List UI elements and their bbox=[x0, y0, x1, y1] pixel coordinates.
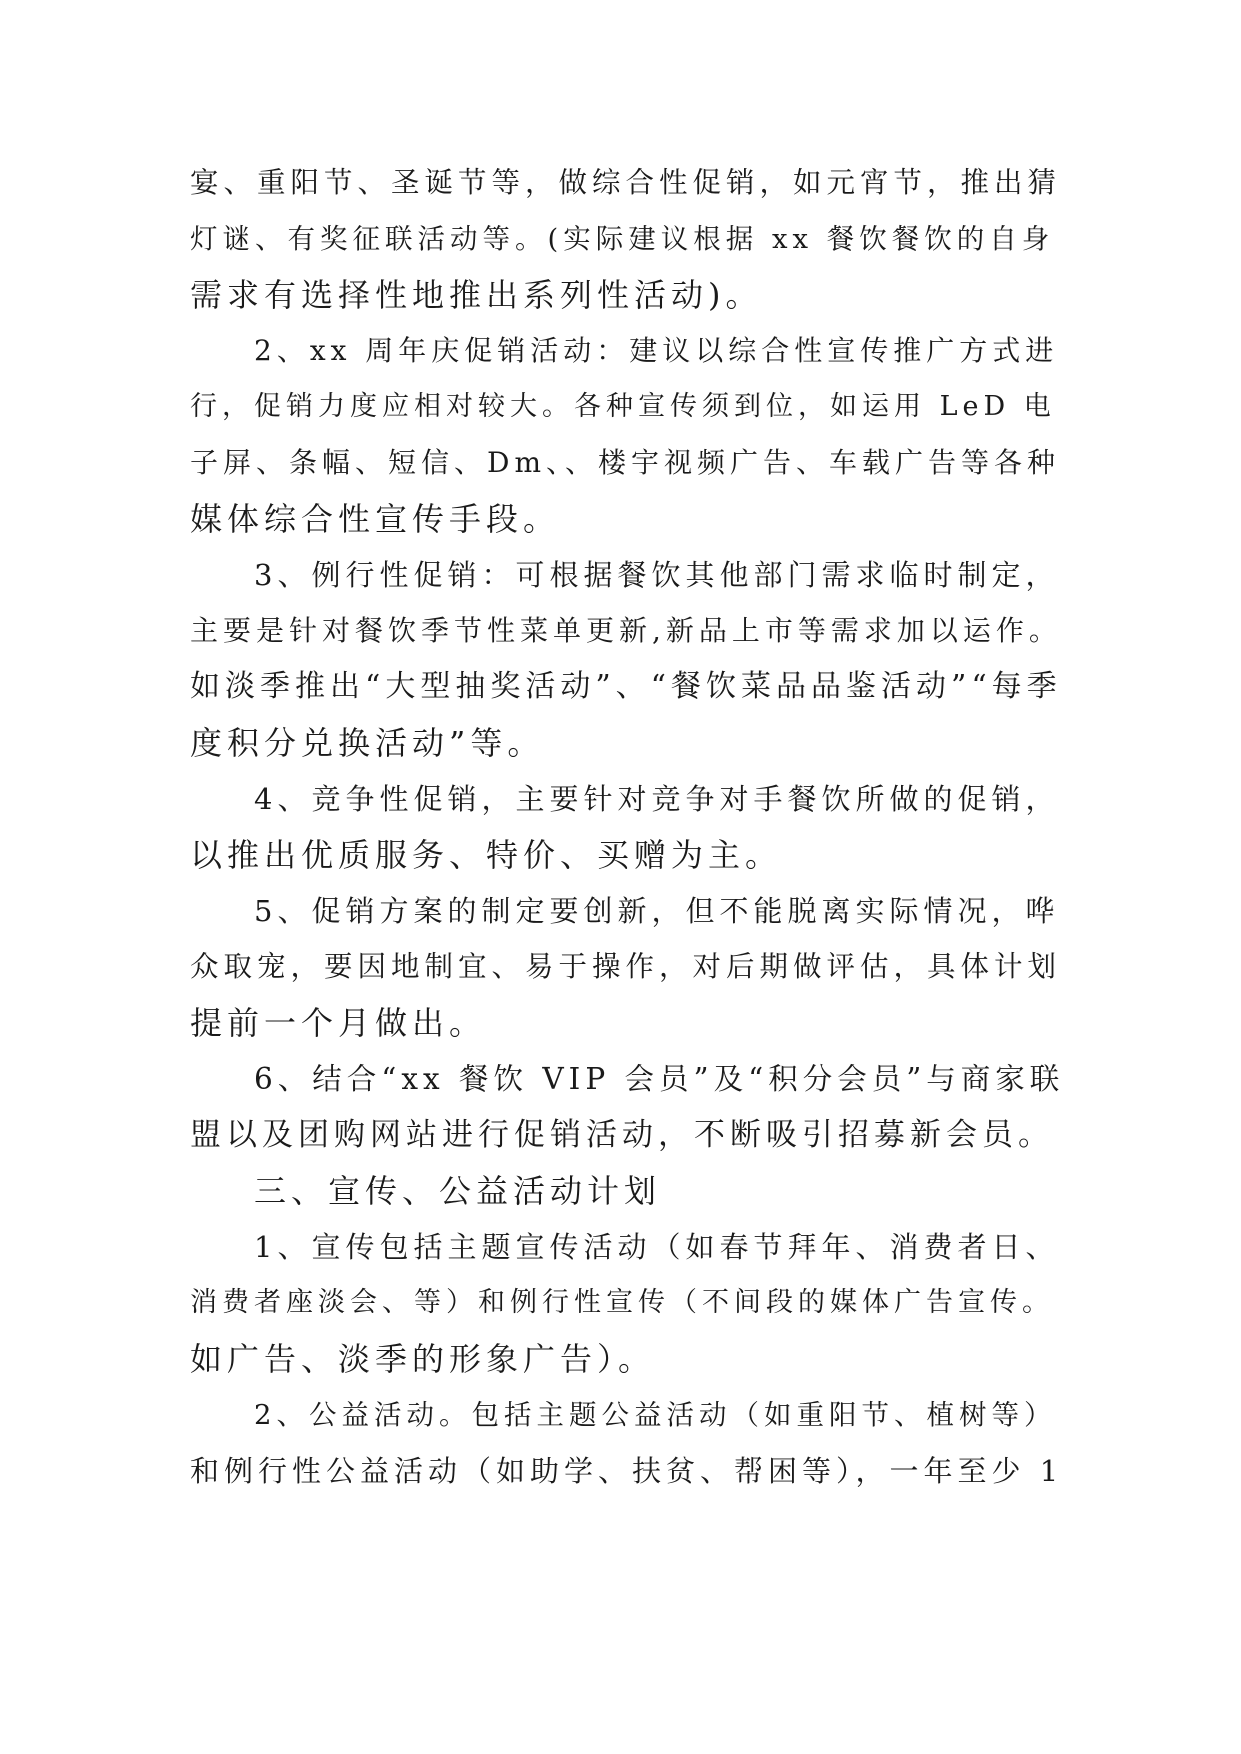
paragraph-start-line: 4、竞争性促销，主要针对竞争对手餐饮所做的促销， bbox=[254, 782, 1060, 816]
text-line: 众取宠，要因地制宜、易于操作，对后期做评估，具体计划 bbox=[190, 950, 1062, 983]
section-heading: 三、宣传、公益活动计划 bbox=[254, 1172, 662, 1210]
text-line: 盟以及团购网站进行促销活动，不断吸引招募新会员。 bbox=[190, 1117, 1054, 1153]
text-line: 如淡季推出“大型抽奖活动”、“餐饮菜品品鉴活动”“每季 bbox=[190, 669, 1062, 704]
paragraph-start-line: 1、宣传包括主题宣传活动（如春节拜年、消费者日、 bbox=[254, 1230, 1060, 1264]
text-line: 需求有选择性地推出系列性活动)。 bbox=[190, 276, 763, 314]
text-line: 灯谜、有奖征联活动等。(实际建议根据 xx 餐饮餐饮的自身 bbox=[190, 223, 1055, 255]
paragraph-start-line: 2、xx 周年庆促销活动：建议以综合性宣传推广方式进 bbox=[254, 334, 1059, 367]
text-line: 行，促销力度应相对较大。各种宣传须到位，如运用 LeD 电 bbox=[190, 391, 1056, 422]
text-line: 宴、重阳节、圣诞节等，做综合性促销，如元宵节，推出猜 bbox=[190, 166, 1062, 199]
text-line: 主要是针对餐饮季节性菜单更新,新品上市等需求加以运作。 bbox=[190, 614, 1062, 647]
text-line: 消费者座淡会、等）和例行性宣传（不间段的媒体广告宣传。 bbox=[190, 1287, 1054, 1318]
text-line: 媒体综合性宣传手段。 bbox=[190, 500, 561, 538]
text-line: 提前一个月做出。 bbox=[190, 1004, 487, 1042]
paragraph-start-line: 2、公益活动。包括主题公益活动（如重阳节、植树等） bbox=[254, 1399, 1057, 1431]
text-line: 子屏、条幅、短信、Dm、、楼宇视频广告、车载广告等各种 bbox=[190, 446, 1061, 479]
text-line: 以推出优质服务、特价、买赠为主。 bbox=[190, 836, 783, 874]
paragraph-start-line: 6、结合“xx 餐饮 VIP 会员”及“积分会员”与商家联 bbox=[254, 1062, 1065, 1096]
text-line: 度积分兑换活动”等。 bbox=[190, 724, 545, 762]
paragraph-start-line: 3、例行性促销：可根据餐饮其他部门需求临时制定， bbox=[254, 558, 1060, 592]
text-line: 如广告、淡季的形象广告）。 bbox=[190, 1340, 656, 1378]
text-line: 和例行性公益活动（如助学、扶贫、帮困等），一年至少 1 bbox=[190, 1454, 1064, 1488]
paragraph-start-line: 5、促销方案的制定要创新，但不能脱离实际情况，哗 bbox=[254, 894, 1060, 928]
